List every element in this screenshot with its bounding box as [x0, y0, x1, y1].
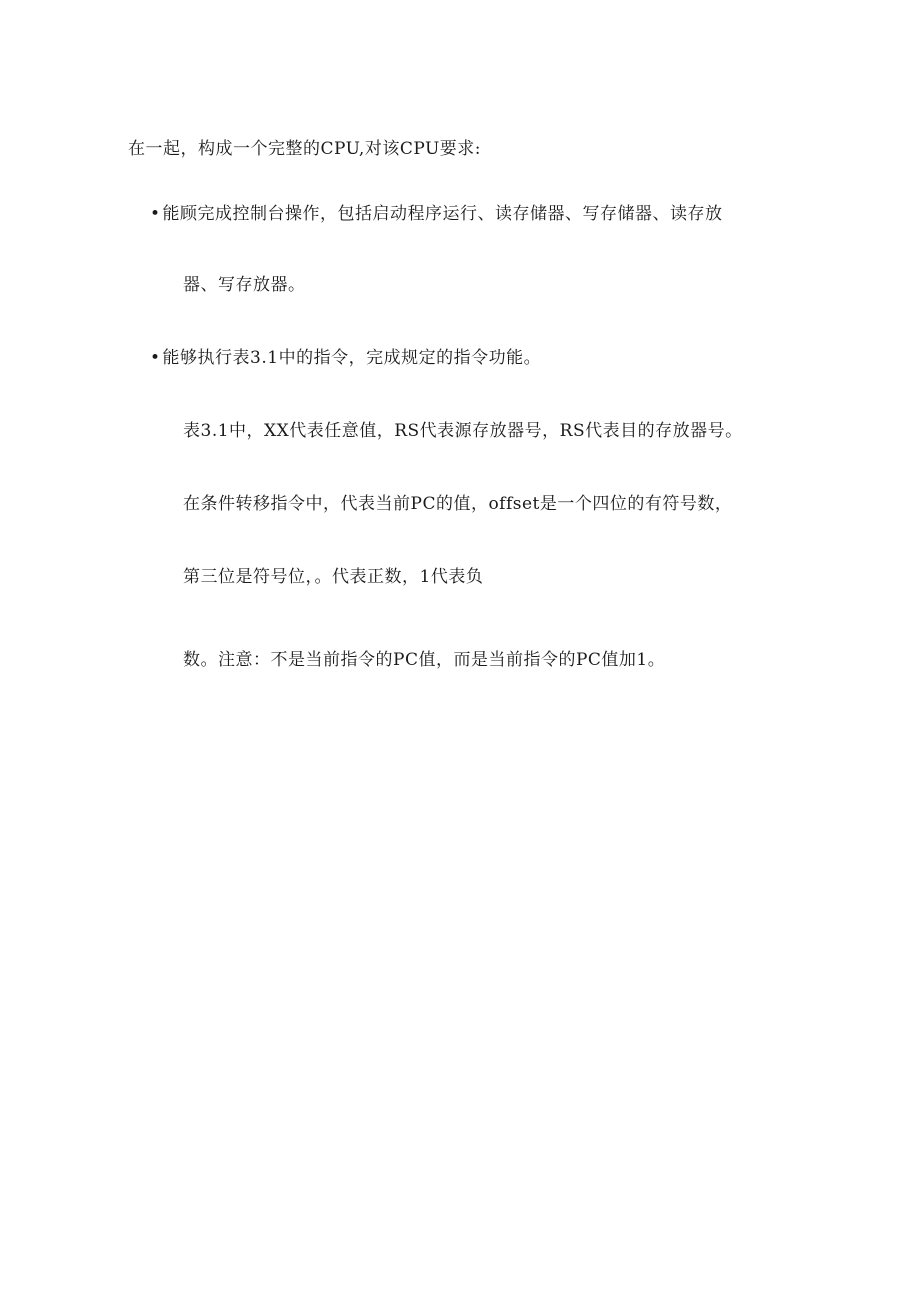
text-line: 在条件转移指令中，代表当前PC的值，offset是一个四位的有符号数， — [183, 494, 733, 514]
bullet-item-execute-instructions — [150, 347, 541, 369]
paragraph-table-note — [183, 420, 743, 442]
paragraph-branch-note-end — [183, 649, 665, 671]
paragraph-branch-note-continued — [183, 566, 483, 588]
bullet-icon: • — [150, 348, 161, 368]
text-line: 数。注意：不是当前指令的PC值，而是当前指令的PC值加1。 — [183, 650, 666, 670]
text-line: 在一起，构成一个完整的CPU,对该CPU要求: — [128, 139, 482, 159]
paragraph-branch-note — [183, 493, 732, 515]
text-line: 第三位是符号位，。代表正数，1代表负 — [183, 567, 484, 587]
paragraph-intro — [128, 138, 481, 160]
text-line: 器、写存放器。 — [183, 275, 306, 295]
text-line: 能够执行表3.1中的指令，完成规定的指令功能。 — [162, 348, 542, 368]
bullet-icon: • — [150, 204, 161, 224]
text-line: 能顾完成控制台操作，包括启动程序运行、读存储器、写存储器、读存放 — [162, 204, 723, 224]
bullet-item-console-ops — [150, 203, 723, 225]
text-line: 表3.1中，XX代表任意值，RS代表源存放器号，RS代表目的存放器号。 — [183, 421, 743, 441]
bullet-item-console-ops-continued — [183, 274, 306, 296]
